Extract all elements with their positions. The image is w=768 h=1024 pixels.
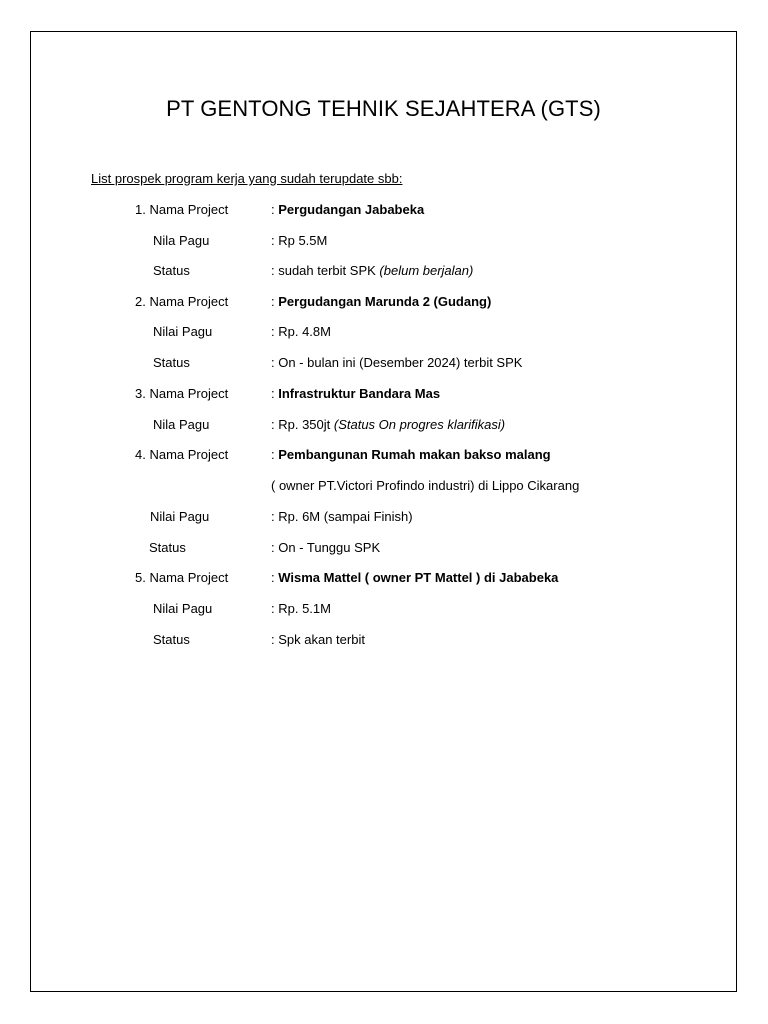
project-1-name-label: 1. Nama Project [135,202,229,217]
project-2-status-label: Status [153,355,190,370]
project-5-pagu-label: Nilai Pagu [153,601,213,616]
project-1-status-value: : sudah terbit SPK (belum berjalan) [271,263,474,278]
document-page [30,31,737,992]
project-5-name-value: : Wisma Mattel ( owner PT Mattel ) di Jababeka [271,570,559,585]
project-2-pagu-value: : Rp. 4.8M [271,324,331,339]
project-4-owner-value: ( owner PT.Victori Profindo industri) di Lippo Cikarang [271,478,580,493]
project-3-pagu-value: : Rp. 350jt (Status On progres klarifikasi) [271,417,506,432]
project-5-status-label: Status [153,632,190,647]
project-3-name-value: : Infrastruktur Bandara Mas [271,386,441,401]
project-4-name-value: : Pembangunan Rumah makan bakso malang [271,447,551,462]
project-3-pagu-label: Nila Pagu [153,417,210,432]
project-1-name-value: : Pergudangan Jababeka [271,202,425,217]
project-4-status-label: Status [149,540,186,555]
project-3-name-label: 3. Nama Project [135,386,229,401]
project-5-name-label: 5. Nama Project [135,570,229,585]
page-title: PT GENTONG TEHNIK SEJAHTERA (GTS) [166,96,601,121]
project-1-pagu-value: : Rp 5.5M [271,233,328,248]
project-1-status-label: Status [153,263,190,278]
project-4-pagu-label: Nilai Pagu [150,509,210,524]
project-5-pagu-value: : Rp. 5.1M [271,601,331,616]
project-2-status-value: : On - bulan ini (Desember 2024) terbit SPK [271,355,523,370]
project-2-pagu-label: Nilai Pagu [153,324,213,339]
project-2-name-value: : Pergudangan Marunda 2 (Gudang) [271,294,492,309]
list-heading: List prospek program kerja yang sudah terupdate sbb: [91,171,403,186]
project-1-pagu-label: Nila Pagu [153,233,210,248]
project-4-name-label: 4. Nama Project [135,447,229,462]
project-5-status-value: : Spk akan terbit [271,632,365,647]
project-2-name-label: 2. Nama Project [135,294,229,309]
project-4-status-value: : On - Tunggu SPK [271,540,381,555]
project-4-pagu-value: : Rp. 6M (sampai Finish) [271,509,413,524]
